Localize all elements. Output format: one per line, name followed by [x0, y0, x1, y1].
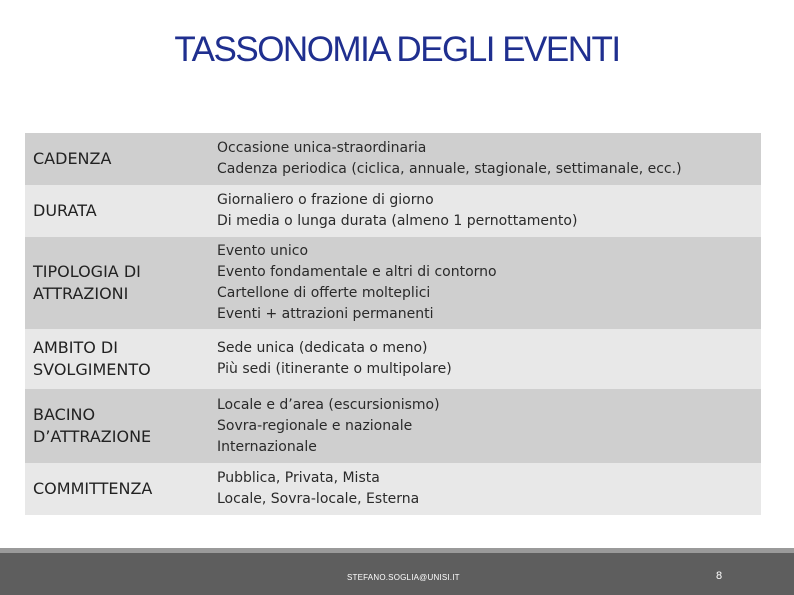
table-row: [25, 329, 761, 389]
row-values: [217, 463, 761, 515]
row-value: Locale e d’area (escursionismo): [217, 396, 440, 413]
row-value: Occasione unica-straordinaria: [217, 140, 427, 156]
page-number: 8: [716, 570, 723, 582]
row-key: TIPOLOGIA DI ATTRAZIONI: [33, 262, 141, 303]
row-key: CADENZA: [33, 149, 112, 168]
row-values: [217, 389, 761, 463]
taxonomy-table: [25, 133, 761, 515]
row-value: Più sedi (itinerante o multipolare): [217, 361, 452, 377]
row-values: [217, 133, 761, 185]
row-value: Sovra-regionale e nazionale: [217, 417, 413, 434]
row-value: Internazionale: [217, 438, 317, 455]
row-key: DURATA: [33, 201, 97, 220]
row-value: Evento fondamentale e altri di contorno: [217, 264, 497, 280]
row-value: Cadenza periodica (ciclica, annuale, stagionale, settimanale, ecc.): [217, 161, 682, 177]
row-value: Eventi + attrazioni permanenti: [217, 306, 434, 322]
row-values: [217, 185, 761, 237]
row-key: BACINO D’ATTRAZIONE: [33, 405, 152, 446]
table-row: [25, 133, 761, 185]
table-row: [25, 389, 761, 463]
table-row: [25, 463, 761, 515]
row-key: COMMITTENZA: [33, 479, 153, 498]
row-value: Giornaliero o frazione di giorno: [217, 192, 434, 208]
table-row: [25, 237, 761, 329]
row-value: Cartellone di offerte molteplici: [217, 285, 431, 301]
row-value: Locale, Sovra-locale, Esterna: [217, 491, 420, 507]
row-value: Di media o lunga durata (almeno 1 pernottamento): [217, 213, 578, 229]
row-value: Evento unico: [217, 243, 309, 259]
row-values: [217, 237, 761, 329]
slide-title: TASSONOMIA DEGLI EVENTI: [174, 30, 620, 69]
row-key: AMBITO DI SVOLGIMENTO: [33, 338, 151, 379]
row-value: Sede unica (dedicata o meno): [217, 340, 428, 356]
footer-email: STEFANO.SOGLIA@UNISI.IT: [347, 573, 460, 582]
row-values: [217, 329, 761, 389]
row-value: Pubblica, Privata, Mista: [217, 470, 380, 486]
table-row: [25, 185, 761, 237]
